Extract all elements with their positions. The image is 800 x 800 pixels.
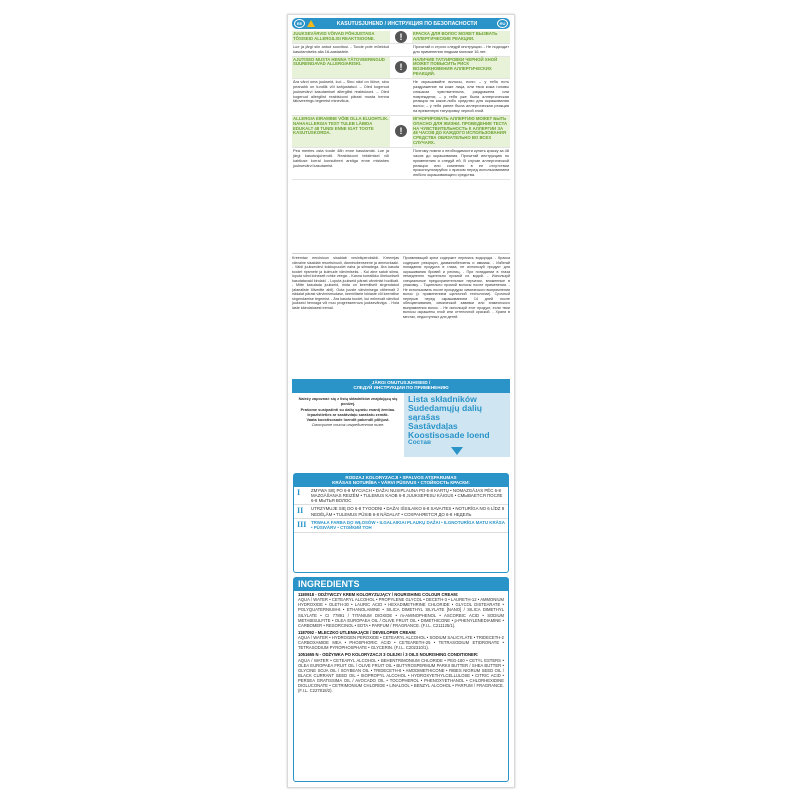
exclamation-icon: ! [395, 61, 407, 73]
colour-type-box [293, 473, 509, 573]
warning-head-et: ALLERGIA EIRAMINE VÕIB OLLA ELUOHTLIK. NAHAALLERGIA TEST TULEB LÄBIDA EDUKALT 48 TUNDI ENNE IGAT TOOTE KASUTUSKORDA. [292, 116, 390, 148]
warning-body-row [292, 79, 510, 115]
exclamation-icon: ! [395, 31, 407, 43]
colour-level-text: TRWAŁA FARBA DO WŁOSÓW • ILGALAIKIAI PLAUKŲ DAŽAI • ILGNOTURĪGA MATU KRĀSA • PÜSIVÄRV • СТОЙКИЙ ТОН [311, 519, 505, 531]
instruction-leaflet [287, 14, 515, 788]
usage-instructions-block [292, 379, 510, 487]
warning-head-ru: КРАСКА ДЛЯ ВОЛОС МОЖЕТ ВЫЗВАТЬ АЛЛЕРГИЧЕСКИЕ РЕАКЦИИ. [412, 31, 510, 43]
warning-head-ru: ИГНОРИРОВАТЬ АЛЛЕРГИЮ МОЖЕТ БЫТЬ ОПАСНО ДЛЯ ЖИЗНИ. ПРОВЕДЕНИЕ ТЕСТА НА ЧУВСТВИТЕЛЬНОСТЬ К АЛЛЕРГИИ ЗА 48 ЧАСОВ ДО КАЖДОГО ИСПОЛЬЗОВАНИЯ СРЕДСТВА ОБЯЗАТЕЛЬНО ВО ВСЕХ СЛУЧАЯХ. [412, 116, 510, 148]
colour-level-text: UTRZYMUJE SIĘ DO 6-8 TYGODNI • DAŽAI IŠSILAIKO 6-8 SAVAITES • NOTURĪGA NO 6 LĪDZ 8 NEDĒĻĀM • TULEMUS PÜSIB 6-8 NÄDALAT • СОХРАНЯЕТСЯ ДО 6-8 НЕДЕЛЬ [311, 506, 505, 517]
ingredient-note-line: Prašome susipažinti su dalių sąrašu esantį žemiau. [300, 406, 396, 412]
colour-level-text: ZMYWA SIĘ PO 6-8 MYCIACH • DAŽAI NUSIPLAUNA PO 6-8 KARTŲ • NOMAZGĀJAS PĒC 6-8 MAZGĀŠANAS REIZĒM • TULEMUS KAOB 6-8 JUUKSEPESU KÄIGUS • СМЫВАЕТСЯ ПОСЛЕ 6-8 МЫТЬЯ ВОЛОС [311, 487, 503, 504]
warning-body-et: Lue ja järgi siin antud soovitusi. - Toode pole mõeldud kasutamiseks alla 16-aastastele. [293, 44, 389, 54]
ingredient-note-line: Vaata koostisosade loendit pakendil põhjust. [306, 417, 390, 423]
ingredient-label-et: Koostisosade loend [408, 430, 490, 441]
colour-type-bar-line2: KRĀSAS NOTURĪBA • VÄRVI PÜSIVUS • СТОЙКОСТЬ КРАСКИ: [332, 480, 470, 486]
arrow-down-icon [451, 447, 463, 455]
ingredients-section [294, 629, 508, 652]
ingredients-section-body: AQUA / WATER • CETEARYL ALCOHOL • BEHENTRIMONIUM CHLORIDE • PEG-180 • CETYL ESTERS • OLEA EUROPAEA FRUIT OIL / OLIVE FRUIT OIL • BUTYROSPERMUM PARKII BUTTER / SHEA BUTTER • GLYCINE SOJA OIL / SOYBEAN OIL • TRIDECETH-6 • AMODIMETHICONE • RIBES NIGRUM SEED OIL / BLACK CURRANT SEED OIL • ISOPROPYL ALCOHOL • HYDROXYETHYLCELLULOSE • CITRIC ACID • PERSEA GRATISSIMA OIL / AVOCADO OIL • TOCOPHEROL • PHENOXYETHANOL • CHLORHEXIDINE DIGLUCONATE • CETRIMONIUM CHLORIDE • LINALOOL • BENZYL ALCOHOL • PARFUM / FRAGRANCE. (F.I.L. C227818/2). [298, 657, 504, 694]
ingredients-section [294, 591, 508, 629]
colour-type-row [294, 487, 508, 506]
warning-body-ru: Не окрашивайте волосы, если: – у тебя есть раздражение на коже лица, или твоя кожа головы слишком чувствительна, раздражена или повреждена; – у тебя уже была аллергическая реакция на какое-либо средство для окрашивания волос; – у тебя ранее была аллергическая реакция на временную татуировку черной хной. [413, 79, 509, 113]
lang-badge-ru: RU [497, 19, 508, 28]
warning-head-row [292, 31, 510, 44]
ingredient-note-line: Iepazīstieties ar sastāvdaļu sarakstu zemāk. [307, 411, 389, 417]
warning-body-et: Ära värvi oma juukseid, kui: – Sinu näol on lööve, sinu peanahk on tundlik või kahjustatud. – Oled kogenud juuksevärvi kasutamisel allergilist reaktsiooni. – Oled kogenud allergilist reaktsiooni pärast musta henna tätoveeringu tegemist minevikus. [293, 79, 389, 104]
lang-badge-ee: EE [294, 19, 305, 28]
warning-head-et: JUUKSEVÄRVID VÕIVAD PÕHJUSTADA TÕSISEID ALLERGILISI REAKTSIOONE. [292, 31, 390, 43]
exclamation-icon: ! [395, 125, 407, 137]
ingredients-section-body: AQUA / WATER • CETEARYL ALCOHOL • PROPYLENE GLYCOL • DECETH-3 • LAURETH-12 • AMMONIUM HYDROXIDE • OLETH-30 • LAURIC ACID • HEXADIMETHRINE CHLORIDE • GLYCOL DISTEARATE • POLYQUATERNIUM-6 • ETHANOLAMINE • SILICA DIMETHYL SILYLATE [NANO] / SILICA DIMETHYL SILYLATE • CI 77891 / TITANIUM DIOXIDE • m-AMINOPHENOL • ASCORBIC ACID • SODIUM METABISULFITE • OLEA EUROPAEA OIL / OLIVE FRUIT OIL • DIMETHICONE • p-PHENYLENEDIAMINE • CARBOMER • RESORCINOL • EDTA • PARFUM / FRAGRANCE. (F.I.L. C211125/1). [298, 597, 504, 628]
usage-bar [292, 379, 510, 393]
colour-type-row [294, 505, 508, 519]
warning-body-row [292, 44, 510, 57]
ingredients-section-head: 1187092 - MLECZKO UTLENIAJĄCE / DEVELOPER CREAM: [298, 629, 417, 635]
warning-body-ru: Поэтому помни о необходимости купить краску за 48 часов до окрашивания. Прочитай инструкцию по применению и следуй ей. В случае аллергической реакции или сомнения в ее отсутствии проконсультируйся с врачом перед использованием любого окрашивающего средства. [413, 148, 509, 178]
warning-head-row [292, 116, 510, 149]
ingredient-note [292, 393, 404, 457]
colour-level-numeral: III [297, 519, 307, 529]
ingredient-note-line: Смотрите список ингредиентов ниже. [311, 422, 385, 428]
header-title: KASUTUSJUHEND / ИНСТРУКЦИЯ ПО БЕЗОПАСНОСТИ [336, 20, 478, 27]
ingredient-list-label [404, 393, 510, 457]
ingredients-section-body: AQUA / WATER • HYDROGEN PEROXIDE • CETEARYL ALCOHOL • SODIUM SALICYLATE • TRIDECETH-2 CARBOXAMIDE MEA • PHOSPHORIC ACID • CETEARETH-25 • TETRASODIUM ETIDRONATE • TETRASODIUM PYROPHOSPHATE • GLYCERIN. (F.I.L. C202310/1). [298, 635, 504, 651]
usage-bar-line1: JÄRGI ONUTUSJUHISEID / [371, 380, 431, 385]
warning-triangle-icon [307, 20, 315, 27]
usage-bar-line2: СЛЕДУЙ ИНСТРУКЦИИ ПО ПРИМЕНЕНИЮ [353, 385, 449, 391]
warning-body-ru: Прочитай и строго следуй инструкции. - Не подходит для применения людьми моложе 16 лет. [413, 44, 509, 54]
warning-head-et: AJUTISED MUSTA HENNA TÄTOVEERINGUD SUURENDAVAD ALLERGIARISKI. [292, 57, 390, 79]
ingredient-label-ru: Состав [408, 439, 431, 447]
colour-level-numeral: I [297, 487, 301, 497]
ingredients-section [294, 651, 508, 694]
usage-text-et: Kreemtav emulsioon sisaldab vesinikperoksiidi. Kreemjas värvaine sisaldab resortsinooli, diaminobenseene ja ammoniaaki. - Väldi juuksevärvi kokkupuudet naha ja silmadega. Ära kasuta toodet ripsmete ja kulmude värvimiseks. - Kui aine satub silma, loputa silmi koheselt rohke veega. - Kanna korralikku ühekordselt kasutatavaid kindaid. - Loputa juukseid pärast värvimist hoolikalt. - Mitte kasutada juukseid, mida on keemiliselt sirgendatud (alaealiste õlivedite abil). Ootа juuste värvimisega vähemalt 2 nädalat pärast värvimismudase, keemilisele loklaste või keemilise sirgendamise tegemist. - Ära kasuta toodet, kui eelnevalt värvitud juukseid hennaga või muu progresseeruva juuksevärviga. - Hoia laste käeulatusest eemal. [292, 256, 399, 310]
colour-type-row [294, 519, 508, 533]
ingredient-label-lv: Sastāvdaļas [408, 421, 458, 432]
usage-text-columns [292, 253, 510, 378]
colour-type-bar [294, 474, 508, 487]
ingredient-note-line: Należy zapoznać się z listą składników znajdującą się poniżej. [298, 396, 398, 407]
ingredients-section-head: 1180918 - ODŻYWCZY KREM KOLORYZUJĄCY / NOURISHING COLOUR CREAM: [298, 592, 459, 597]
warnings-grid [292, 31, 510, 180]
ingredients-title: INGREDIENTS [294, 578, 508, 591]
warning-body-et: Pea meeles osta toode 48h enne kasutamist. Loe ja järgi kasutusjuhendit. Reaktsiooni tekkimisel või kahtluse korral konsulteeri arstiga enne mistahes juuksevärvi kasutamist. [293, 148, 389, 168]
warning-body-row [292, 148, 510, 180]
colour-level-numeral: II [297, 506, 304, 516]
warning-head-ru: НАЛИЧИЕ ТАТУИРОВКИ ЧЕРНОЙ ХНОЙ МОЖЕТ ПОВЫСИТЬ РИСК ВОЗНИКНОВЕНИЯ АЛЛЕРГИЧЕСКИХ РЕАКЦИЙ. [412, 57, 510, 79]
header-bar [292, 18, 510, 29]
warning-head-row [292, 57, 510, 80]
ingredients-section-head: 1051655 N - ODŻYWKA PO KOLORYZACJI 3 OLEJKI / 3 OILS NOURISHING CONDITIONER: [298, 652, 479, 658]
ingredient-label-pl: Lista składników [408, 394, 477, 404]
ingredient-label-lt: Sudedamųjų dalių sąrašas [408, 403, 483, 423]
colour-type-bar-line1: RODZAJ KOLORYZACJI • SPALVOS ATSPARUMAS [345, 475, 457, 480]
usage-text-ru: Проявляющий крем содержит перекись водорода. - Краска содержит резорцин, диаминобензены и аммиак. - Избегай попадания продукта в глаза, не используй продукт для окрашивания бровей и ресниц. - При попадании в глаза немедленно тщательно промой их водой. - Используй специальные предохранительные перчатки, вложенные в упаковку. - Тщательно промой волосы после применения. - Не использовать после процедуры химического выпрямления волос (с применением щелочной технологии). Срочный перерыв перед окрашиванием 14 дней после обесцвечивания, химической завивки или химического выпрямления волос. - Не используй этот продукт, если твои волосы окрашены хной или оттеночной краской. - Храни в местах, недоступных для детей. [403, 256, 510, 319]
ingredients-box [293, 577, 509, 782]
